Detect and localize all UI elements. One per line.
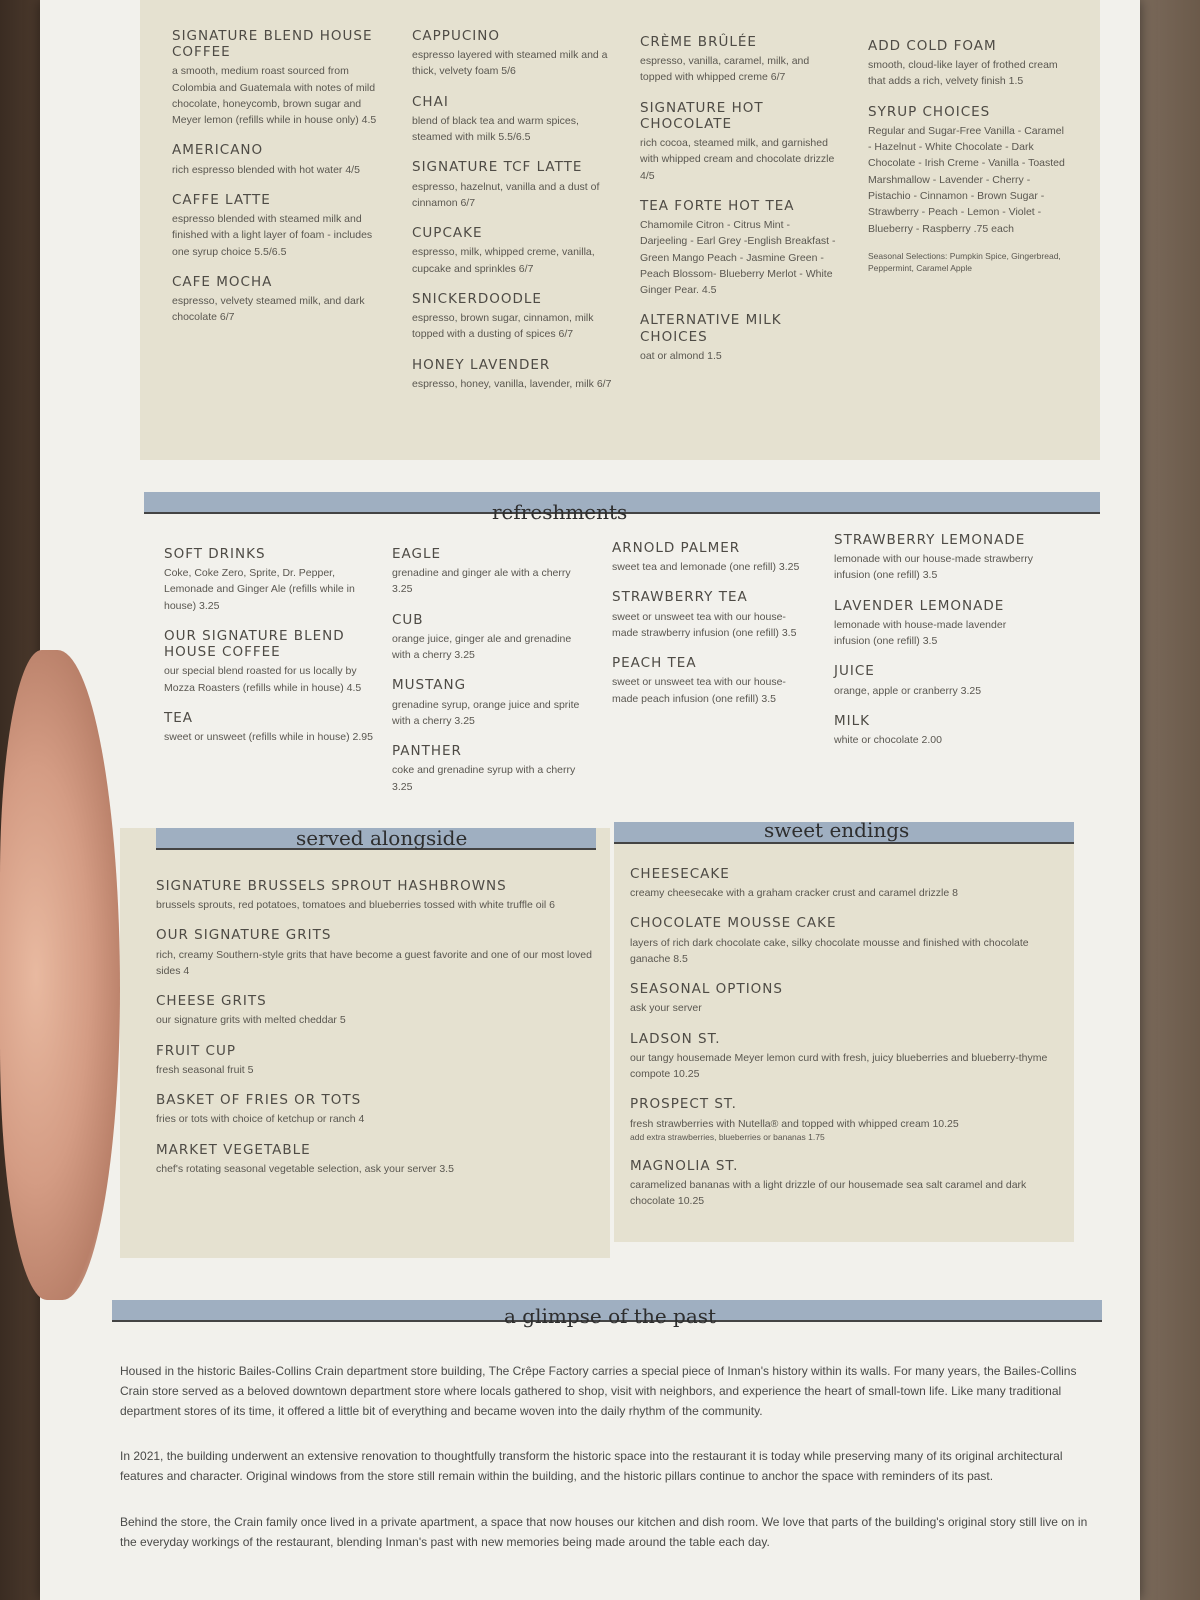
item-name: TEA bbox=[164, 709, 194, 726]
item-name: TEA FORTE HOT TEA bbox=[640, 197, 795, 214]
item-name: CAPPUCINO bbox=[412, 28, 500, 44]
served-alongside-list bbox=[156, 878, 596, 1191]
item-name: ADD COLD FOAM bbox=[868, 38, 997, 54]
item-desc: lemonade with our house-made strawberry infusion (one refill) 3.5 bbox=[834, 553, 1034, 582]
menu-item bbox=[412, 94, 612, 146]
item-name: SYRUP CHOICES bbox=[868, 103, 991, 120]
menu-item bbox=[630, 1031, 1060, 1083]
item-desc: our special blend roasted for us locally by Mozza Roasters (refills while in house) 4.5 bbox=[164, 665, 362, 694]
menu-item bbox=[640, 100, 840, 184]
refreshments-column-1 bbox=[164, 546, 374, 759]
menu-item bbox=[412, 225, 612, 277]
item-name: MILK bbox=[834, 712, 871, 729]
item-desc: coke and grenadine syrup with a cherry 3.25 bbox=[392, 764, 576, 793]
menu-item bbox=[630, 866, 1060, 901]
menu-item bbox=[612, 540, 812, 575]
item-desc: our signature grits with melted cheddar 5 bbox=[156, 1014, 346, 1027]
menu-item bbox=[630, 915, 1060, 967]
menu-item bbox=[834, 598, 1044, 650]
coffee-column-1 bbox=[172, 28, 382, 340]
item-desc: rich espresso blended with hot water 4/5 bbox=[172, 163, 360, 176]
item-desc: rich cocoa, steamed milk, and garnished with whipped cream and chocolate drizzle 4/5 bbox=[640, 137, 835, 182]
seasonal-selections: Seasonal Selections: Pumpkin Spice, Gingerbread, Peppermint, Caramel Apple bbox=[868, 250, 1061, 273]
item-desc: espresso layered with steamed milk and a thick, velvety foam 5/6 bbox=[412, 49, 608, 78]
refreshments-title: refreshments bbox=[492, 500, 628, 524]
item-desc: creamy cheesecake with a graham cracker crust and caramel drizzle 8 bbox=[630, 887, 958, 900]
item-desc: rich, creamy Southern-style grits that have become a guest favorite and one of our most loved sides 4 bbox=[156, 948, 592, 977]
menu-item bbox=[630, 1096, 1060, 1143]
item-name: PROSPECT ST. bbox=[630, 1096, 737, 1113]
item-name: CRÈME BRÛLÉE bbox=[640, 34, 757, 50]
item-desc: espresso, honey, vanilla, lavender, milk 6/7 bbox=[412, 377, 612, 390]
item-name: STRAWBERRY TEA bbox=[612, 589, 748, 606]
menu-item bbox=[868, 104, 1068, 237]
item-desc: fries or tots with choice of ketchup or ranch 4 bbox=[156, 1113, 365, 1126]
menu-item bbox=[392, 677, 592, 729]
menu-item bbox=[834, 532, 1044, 584]
item-name: LAVENDER LEMONADE bbox=[834, 597, 1005, 614]
menu-item bbox=[834, 713, 1044, 748]
item-name: PEACH TEA bbox=[612, 655, 697, 672]
menu-item bbox=[392, 546, 592, 598]
item-desc: white or chocolate 2.00 bbox=[834, 734, 942, 747]
item-desc: orange, apple or cranberry 3.25 bbox=[834, 684, 982, 697]
item-desc: sweet or unsweet tea with our house-made peach infusion (one refill) 3.5 bbox=[612, 676, 786, 705]
item-name: FRUIT CUP bbox=[156, 1042, 236, 1059]
item-name: STRAWBERRY LEMONADE bbox=[834, 532, 1026, 548]
item-desc: sweet or unsweet tea with our house-made strawberry infusion (one refill) 3.5 bbox=[612, 610, 797, 639]
refreshments-column-3 bbox=[612, 540, 812, 721]
menu-item bbox=[156, 1043, 596, 1078]
menu-item bbox=[164, 710, 374, 745]
menu-item bbox=[640, 312, 840, 364]
refreshments-column-2 bbox=[392, 546, 592, 809]
item-name: LADSON ST. bbox=[630, 1030, 721, 1047]
item-name: SIGNATURE TCF LATTE bbox=[412, 159, 583, 176]
menu-item bbox=[630, 1158, 1060, 1210]
item-desc: fresh strawberries with Nutella® and topped with whipped cream 10.25 bbox=[630, 1117, 959, 1130]
item-name: EAGLE bbox=[392, 546, 442, 562]
menu-item bbox=[640, 198, 840, 299]
menu-item bbox=[156, 1142, 596, 1177]
item-name: CHOCOLATE MOUSSE CAKE bbox=[630, 915, 837, 932]
menu-item bbox=[640, 34, 840, 86]
item-desc: Coke, Coke Zero, Sprite, Dr. Pepper, Lemonade and Ginger Ale (refills while in house) 3.25 bbox=[164, 567, 355, 612]
menu-item bbox=[156, 1092, 596, 1127]
menu-item bbox=[612, 589, 812, 641]
served-alongside-title: served alongside bbox=[296, 826, 468, 850]
sweet-endings-title: sweet endings bbox=[764, 818, 910, 842]
menu-item bbox=[412, 28, 612, 80]
item-name: SNICKERDOODLE bbox=[412, 290, 542, 307]
menu-item bbox=[172, 28, 382, 128]
item-name: CHEESECAKE bbox=[630, 866, 730, 882]
item-desc: our tangy housemade Meyer lemon curd with fresh, juicy blueberries and blueberry-thyme compote 10.25 bbox=[630, 1051, 1048, 1081]
refreshments-column-4 bbox=[834, 532, 1044, 762]
item-desc: fresh seasonal fruit 5 bbox=[156, 1063, 254, 1076]
item-desc: espresso, hazelnut, vanilla and a dust of cinnamon 6/7 bbox=[412, 180, 600, 209]
menu-page bbox=[40, 0, 1140, 1600]
menu-item bbox=[164, 628, 374, 696]
item-desc: blend of black tea and warm spices, steamed with milk 5.5/6.5 bbox=[412, 114, 579, 144]
item-name: OUR SIGNATURE BLEND HOUSE COFFEE bbox=[164, 627, 345, 661]
item-desc: ask your server bbox=[630, 1002, 702, 1015]
past-title: a glimpse of the past bbox=[504, 1304, 717, 1328]
coffee-section bbox=[140, 0, 1100, 460]
item-name: PANTHER bbox=[392, 743, 462, 760]
item-name: AMERICANO bbox=[172, 142, 264, 159]
item-name: CHAI bbox=[412, 93, 449, 110]
item-desc: espresso, vanilla, caramel, milk, and topped with whipped creme 6/7 bbox=[640, 55, 810, 84]
sweet-endings-list bbox=[630, 866, 1060, 1223]
item-desc: grenadine syrup, orange juice and sprite with a cherry 3.25 bbox=[392, 698, 580, 727]
menu-item bbox=[164, 546, 374, 614]
menu-item bbox=[156, 927, 596, 979]
item-name: CAFFE LATTE bbox=[172, 191, 271, 208]
menu-item bbox=[156, 993, 596, 1028]
item-desc: caramelized bananas with a light drizzle of our housemade sea salt caramel and dark chocolate 10.25 bbox=[630, 1178, 1027, 1208]
item-name: SIGNATURE HOT CHOCOLATE bbox=[640, 99, 764, 132]
menu-item bbox=[392, 743, 592, 795]
item-name: HONEY LAVENDER bbox=[412, 356, 551, 373]
item-name: ARNOLD PALMER bbox=[612, 540, 741, 556]
item-name: MARKET VEGETABLE bbox=[156, 1141, 311, 1158]
coffee-column-4 bbox=[868, 38, 1068, 275]
item-name: CAFE MOCHA bbox=[172, 273, 273, 290]
menu-item bbox=[412, 291, 612, 343]
item-desc: espresso, brown sugar, cinnamon, milk topped with a dusting of spices 6/7 bbox=[412, 312, 594, 341]
item-name: SIGNATURE BLEND HOUSE COFFEE bbox=[172, 28, 373, 61]
menu-item bbox=[392, 612, 592, 664]
item-name: CUB bbox=[392, 611, 424, 628]
item-desc: grenadine and ginger ale with a cherry 3.25 bbox=[392, 567, 571, 596]
item-name: MAGNOLIA ST. bbox=[630, 1157, 739, 1174]
menu-item bbox=[412, 357, 612, 392]
past-paragraph-3: Behind the store, the Crain family once lived in a private apartment, a space that now houses our kitchen and dish room. We love that parts of the building's original story still live on in the everyday workings of the restaurant, blending Inman's past with new memories being made around the table each day. bbox=[120, 1514, 1088, 1549]
menu-item bbox=[412, 159, 612, 211]
coffee-column-3 bbox=[640, 34, 840, 378]
coffee-column-2 bbox=[412, 28, 612, 406]
item-desc: sweet or unsweet (refills while in house) 2.95 bbox=[164, 731, 373, 744]
item-desc: smooth, cloud-like layer of frothed cream that adds a rich, velvety finish 1.5 bbox=[868, 59, 1058, 88]
item-name: JUICE bbox=[834, 663, 875, 680]
item-desc: Chamomile Citron - Citrus Mint - Darjeeling - Earl Grey -English Breakfast - Green Mango Peach - Jasmine Green - Peach Blossom- Blueberry Merlot - White Ginger Pear. 4.5 bbox=[640, 219, 836, 297]
item-desc: espresso, milk, whipped creme, vanilla, cupcake and sprinkles 6/7 bbox=[412, 246, 595, 275]
past-paragraph-1: Housed in the historic Bailes-Collins Crain department store building, The Crêpe Factory carries a special piece of Inman's history within its walls. For many years, the Bailes-Collins Crain store served as a beloved downtown department store where locals gathered to shop, visit with neighbors, and experience the heart of small-town life. Like many traditional department stores of its time, it offered a little bit of everything and became woven into the daily rhythm of the community. bbox=[120, 1364, 1077, 1418]
item-name: CUPCAKE bbox=[412, 225, 483, 242]
item-name: SOFT DRINKS bbox=[164, 546, 266, 562]
item-name: MUSTANG bbox=[392, 677, 467, 694]
menu-item bbox=[172, 142, 382, 177]
menu-item bbox=[834, 663, 1044, 698]
menu-item bbox=[868, 38, 1068, 90]
item-desc: oat or almond 1.5 bbox=[640, 349, 722, 362]
item-name: SIGNATURE BRUSSELS SPROUT HASHBROWNS bbox=[156, 878, 507, 894]
item-desc: brussels sprouts, red potatoes, tomatoes and blueberries tossed with white truffle oil 6 bbox=[156, 899, 556, 912]
menu-item bbox=[172, 274, 382, 326]
sweet-endings-section bbox=[614, 818, 1074, 1242]
item-desc: chef's rotating seasonal vegetable selection, ask your server 3.5 bbox=[156, 1162, 454, 1175]
item-desc: layers of rich dark chocolate cake, silky chocolate mousse and finished with chocolate ganache 8.5 bbox=[630, 936, 1029, 965]
served-alongside-section bbox=[120, 828, 610, 1258]
item-name: CHEESE GRITS bbox=[156, 993, 267, 1010]
past-paragraph-2: In 2021, the building underwent an extensive renovation to thoughtfully transform the historic space into the restaurant it is today while preserving many of its original architectural features and character. Original windows from the store still remain within the building, and the historic pillars continue to anchor the space with reminders of its past. bbox=[120, 1449, 1063, 1484]
menu-item bbox=[630, 981, 1060, 1016]
item-name: OUR SIGNATURE GRITS bbox=[156, 927, 332, 944]
item-desc: sweet tea and lemonade (one refill) 3.25 bbox=[612, 561, 800, 574]
item-desc: espresso blended with steamed milk and finished with a light layer of foam - includes one syrup choice 5.5/6.5 bbox=[172, 213, 373, 258]
item-note: add extra strawberries, blueberries or bananas 1.75 bbox=[630, 1131, 825, 1142]
item-desc: orange juice, ginger ale and grenadine with a cherry 3.25 bbox=[392, 632, 572, 662]
item-name: ALTERNATIVE MILK CHOICES bbox=[640, 312, 782, 345]
item-name: BASKET OF FRIES OR TOTS bbox=[156, 1092, 362, 1109]
item-desc: espresso, velvety steamed milk, and dark chocolate 6/7 bbox=[172, 295, 365, 324]
menu-item bbox=[612, 655, 812, 707]
menu-item bbox=[172, 192, 382, 260]
item-desc: a smooth, medium roast sourced from Colombia and Guatemala with notes of mild chocolate, honeycomb, brown sugar and Meyer lemon (refills while in house only) 4.5 bbox=[172, 65, 377, 127]
item-desc: lemonade with house-made lavender infusion (one refill) 3.5 bbox=[834, 618, 1007, 648]
item-desc: Regular and Sugar-Free Vanilla - Caramel - Hazelnut - White Chocolate - Dark Chocolate - Irish Creme - Vanilla - Toasted Marshmallow - Lavender - Cherry - Pistachio - Cinnamon - Brown Sugar - Strawberry - Peach - Lemon - Violet - Blueberry - Raspberry .75 each bbox=[868, 124, 1065, 235]
past-text bbox=[120, 1362, 1100, 1579]
menu-item bbox=[156, 878, 596, 913]
item-name: SEASONAL OPTIONS bbox=[630, 981, 783, 998]
